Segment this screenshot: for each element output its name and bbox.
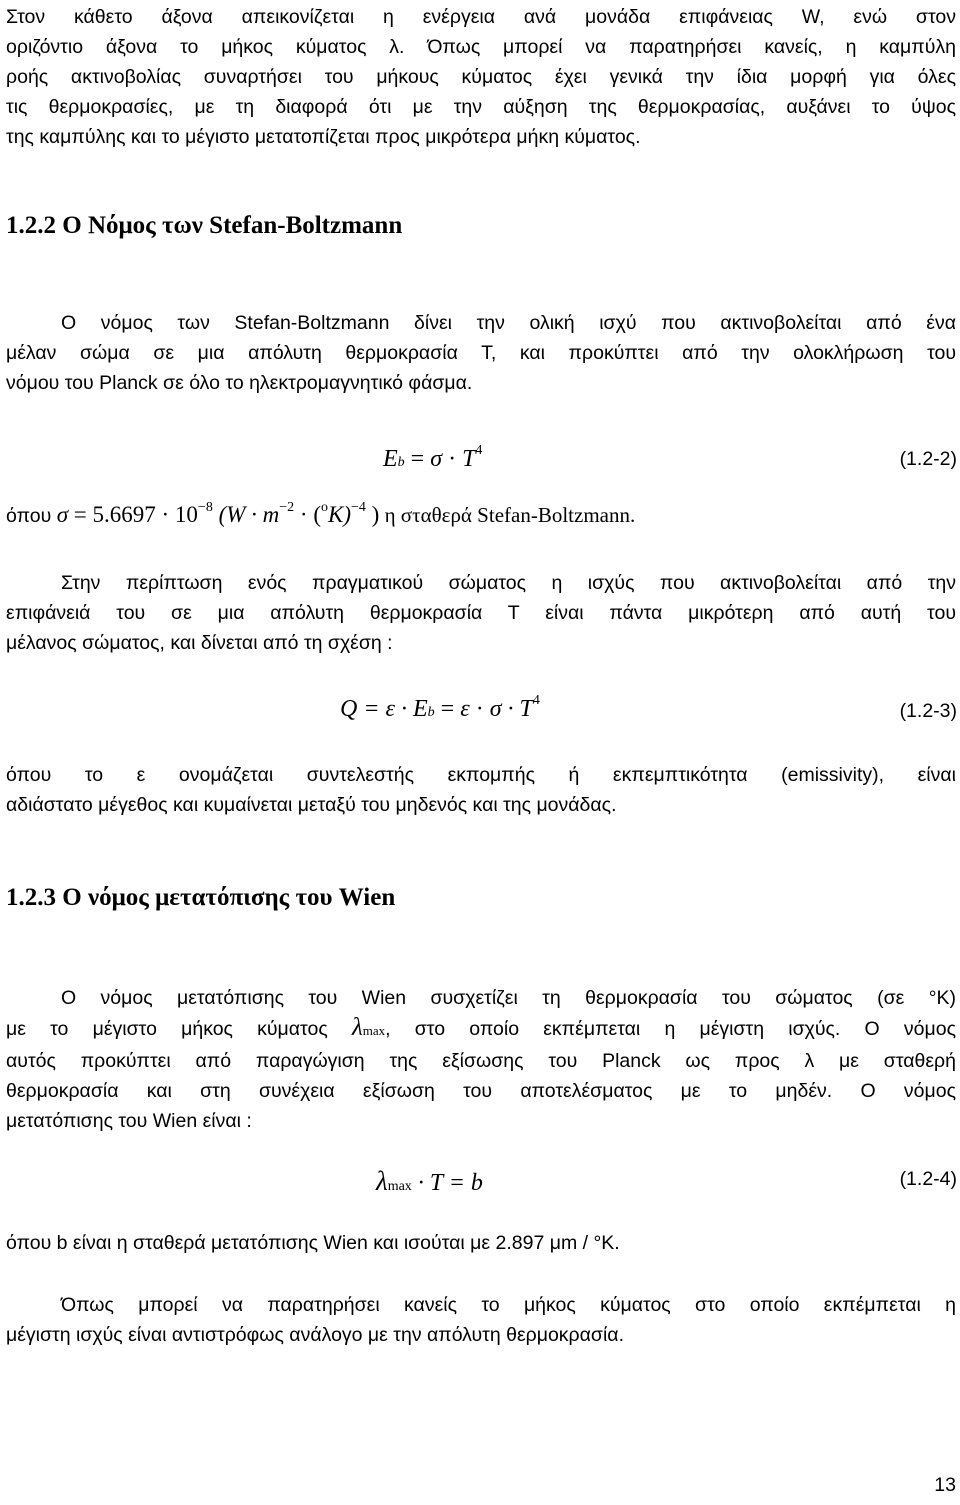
real-body-paragraph [6,568,956,658]
wc-line-1: Όπως μπορεί να παρατηρήσει κανείς το μήκος κύματος στο οποίο εκπέμπεται η [61,1294,956,1316]
wien-line-4: θερμοκρασία και στη συνέχεια εξίσωση του αποτελέσματος με το μηδέν. Ο νόμος [6,1080,956,1102]
emissivity-paragraph [6,760,956,820]
intro-line-5: της καμπύλης και το μέγιστο μετατοπίζεται προς μικρότερα μήκη κύματος. [6,126,641,148]
section-heading-stefan-boltzmann: 1.2.2 Ο Νόμος των Stefan-Boltzmann [6,212,403,239]
wc-line-2: μέγιστη ισχύς είναι αντιστρόφως ανάλογο με την απόλυτη θερμοκρασία. [6,1324,624,1346]
rb-line-1: Στην περίπτωση ενός πραγματικού σώματος η ισχύς που ακτινοβολείται από την [61,572,956,594]
em-line-1: όπου το ε ονομάζεται συντελεστής εκπομπής ή εκπεμπτικότητα (emissivity), είναι [6,764,956,786]
wien-line-3: αυτός προκύπτει από παραγώγιση της εξίσωσης του Planck ως προς λ με σταθερή [6,1050,956,1072]
wien-line-5: μετατόπισης του Wien είναι : [6,1110,252,1132]
intro-line-2: οριζόντιο άξονα το μήκος κύματος λ. Όπως μπορεί να παρατηρήσει κανείς, η καμπύλη [6,36,956,58]
em-line-2: αδιάστατο μέγεθος και κυμαίνεται μεταξύ του μηδενός και της μονάδας. [6,794,617,816]
page-number: 13 [934,1474,956,1496]
equation-1-2-4: λmax · T = b [376,1166,483,1196]
sb-line-2: μέλαν σώμα σε μια απόλυτη θερμοκρασία Τ, και προκύπτει από την ολοκλήρωση του [6,342,956,364]
wien-line-2: με το μέγιστο μήκος κύματος λmax, στο οποίο εκπέμπεται η μέγιστη ισχύς. Ο νόμος [6,1014,956,1041]
equation-number-1-2-3: (1.2-3) [899,700,957,722]
sb-line-3: νόμου του Planck σε όλο το ηλεκτρομαγνητικό φάσμα. [6,372,473,394]
wien-line-1: Ο νόμος μετατόπισης του Wien συσχετίζει τη θερμοκρασία του σώματος (σε °K) [61,987,956,1009]
equation-number-1-2-2: (1.2-2) [899,448,957,470]
sb-line-1: Ο νόμος των Stefan-Boltzmann δίνει την ολική ισχύ που ακτινοβολείται από ένα [61,312,956,334]
lambda-max-symbol: λ [351,1014,363,1041]
intro-line-1: Στον κάθετο άξονα απεικονίζεται η ενέργεια ανά μονάδα επιφάνειας W, ενώ στον [6,6,956,28]
wien-conclusion-paragraph [6,1290,956,1350]
equation-number-1-2-4: (1.2-4) [899,1168,957,1190]
wien-paragraph [6,983,956,1136]
intro-paragraph [6,2,956,152]
equation-1-2-2: $Eb = \sigma \cdot T^4$ [383,443,483,472]
rb-line-3: μέλανος σώματος, και δίνεται από τη σχέση : [6,632,393,654]
equation-1-2-3: $Q = \varepsilon \cdot Eb = \varepsilon \cdot \sigma \cdot T^4$ [340,693,540,722]
stefan-boltzmann-paragraph [6,308,956,398]
wien-constant-line: όπου b είναι η σταθερά μετατόπισης Wien και ισούται με 2.897 μm / °K. [6,1232,620,1254]
intro-line-3: ροής ακτινοβολίας συναρτήσει του μήκους κύματος έχει γενικά την ίδια μορφή για όλες [6,66,956,88]
section-heading-wien: 1.2.3 Ο νόμος μετατόπισης του Wien [6,884,396,911]
rb-line-2: επιφάνειά του σε μια απόλυτη θερμοκρασία Τ είναι πάντα μικρότερη από αυτή του [6,602,956,624]
intro-line-4: τις θερμοκρασίες, με τη διαφορά ότι με την αύξηση της θερμοκρασίας, αυξάνει το ύψος [6,96,956,118]
sigma-definition-line: όπου $\sigma = 5.6697 \cdot 10^{-8}$ ($W \cdot m^{-2} \cdot (^oK)^{-4}$ ) η σταθερά Stefan-Boltzmann. [6,500,636,527]
